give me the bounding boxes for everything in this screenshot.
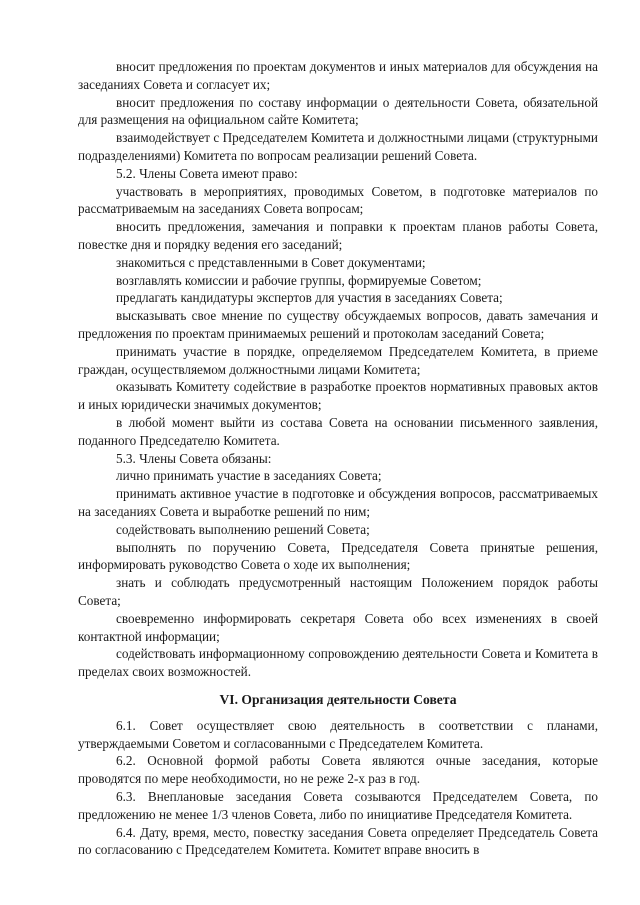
paragraph: 6.2. Основной формой работы Совета являются очные заседания, которые проводятся по мере необходимости, но не реже 2-х раз в год. — [78, 753, 598, 787]
paragraph: своевременно информировать секретаря Совета обо всех изменениях в своей контактной информации; — [78, 610, 598, 644]
paragraph: принимать активное участие в подготовке и обсуждения вопросов, рассматриваемых на заседаниях Совета и выработке решений по ним; — [78, 486, 598, 519]
paragraph: оказывать Комитету содействие в разработке проектов нормативных правовых актов и иных юридически значимых документов; — [78, 379, 598, 413]
paragraph: содействовать информационному сопровождению деятельности Совета и Комитета в пределах своих возможностей. — [78, 646, 598, 680]
paragraph: возглавлять комиссии и рабочие группы, формируемые Советом; — [116, 272, 482, 288]
paragraph: высказывать свое мнение по существу обсуждаемых вопросов, давать замечания и предложения по проектам принимаемых решений и протоколам заседаний Совета; — [78, 308, 598, 341]
paragraph: в любой момент выйти из состава Совета на основании письменного заявления, поданного Председателю Комитета. — [78, 414, 598, 448]
paragraph: участвовать в мероприятиях, проводимых Советом, в подготовке материалов по рассматриваемым на заседаниях Совета вопросам; — [78, 183, 598, 217]
paragraph: знать и соблюдать предусмотренный настоящим Положением порядок работы Совета; — [78, 575, 598, 608]
paragraph: выполнять по поручению Совета, Председателя Совета принятые решения, информировать руководство Совета о ходе их выполнения; — [78, 539, 598, 573]
section-5-2-title: 5.2. Члены Совета имеют право: — [116, 165, 298, 181]
document-body — [78, 58, 598, 859]
paragraph: 6.1. Совет осуществляет свою деятельность в соответствии с планами, утверждаемыми Советом и согласованными с Председателем Комитета. — [78, 717, 598, 751]
paragraph: знакомиться с представленными в Совет документами; — [116, 254, 426, 270]
paragraph: предлагать кандидатуры экспертов для участия в заседаниях Совета; — [116, 290, 503, 306]
paragraph: вносить предложения, замечания и поправки к проектам планов работы Совета, повестке дня и порядку ведения его заседаний; — [78, 219, 598, 252]
section-heading: VI. Организация деятельности Совета — [219, 691, 457, 707]
paragraph: принимать участие в порядке, определяемом Председателем Комитета, в приеме граждан, осуществляемом должностными лицами Комитета; — [78, 343, 598, 377]
paragraph: 6.3. Внеплановые заседания Совета созываются Председателем Совета, по предложению не менее 1/3 членов Совета, либо по инициативе Председателя Комитета. — [78, 789, 598, 822]
paragraph: вносит предложения по проектам документов и иных материалов для обсуждения на заседаниях Совета и согласует их; — [78, 59, 598, 92]
section-5-3-title: 5.3. Члены Совета обязаны: — [116, 450, 272, 466]
paragraph: лично принимать участие в заседаниях Совета; — [116, 468, 382, 484]
paragraph: взаимодействует с Председателем Комитета и должностными лицами (структурными подразделениями) Комитета по вопросам реализации решений Совета. — [78, 130, 598, 163]
paragraph: 6.4. Дату, время, место, повестку заседания Совета определяет Председатель Совета по согласованию с Председателем Комитета. Комитет вправе вносить в — [78, 824, 598, 858]
paragraph: вносит предложения по составу информации о деятельности Совета, обязательной для размещения на официальном сайте Комитета; — [78, 94, 598, 128]
paragraph: содействовать выполнению решений Совета; — [116, 521, 370, 537]
